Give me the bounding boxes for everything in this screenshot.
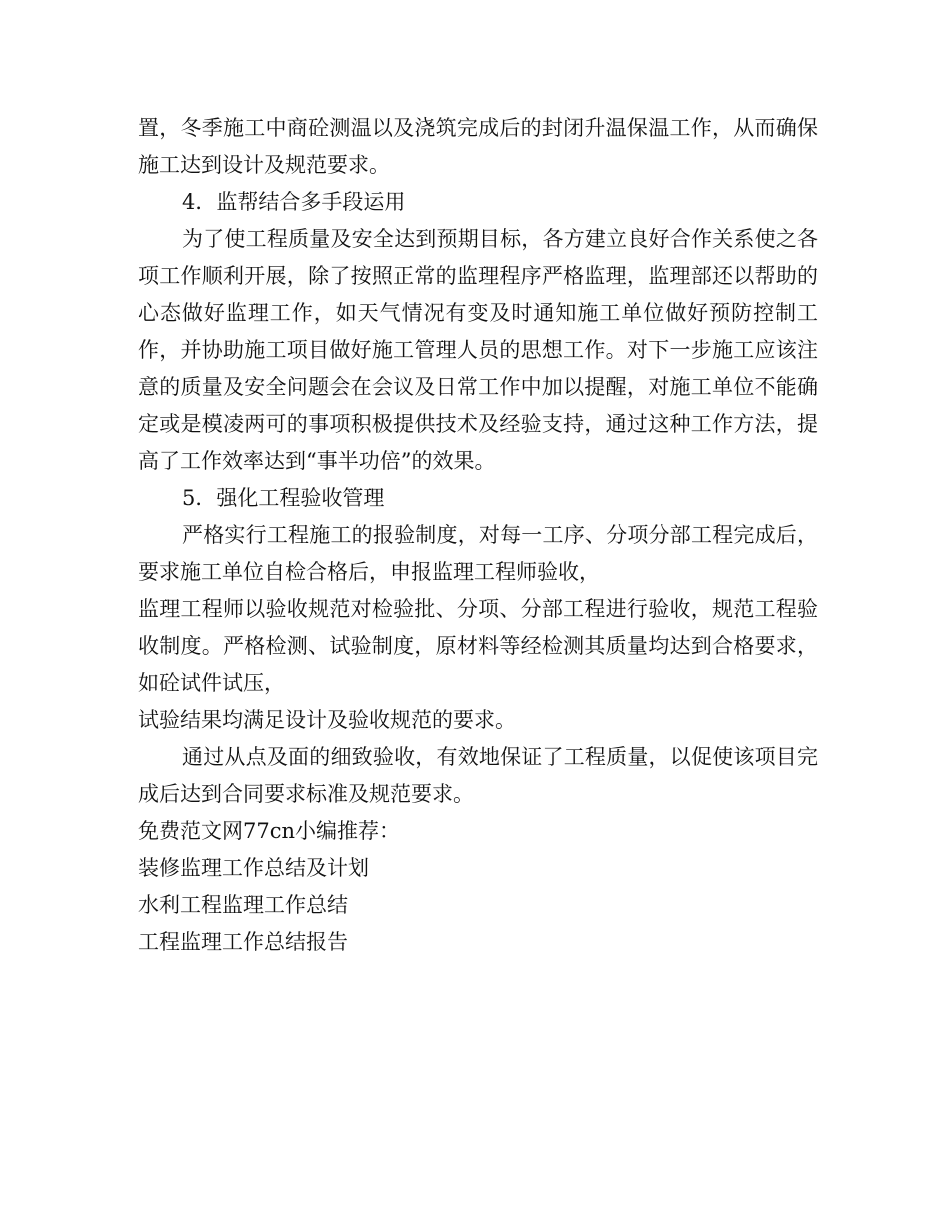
document-body <box>138 110 818 961</box>
recommend-link-2[interactable]: 水利工程监理工作总结 <box>138 893 348 917</box>
section-heading-5: 5．强化工程验收管理 <box>182 486 385 510</box>
section-heading-4: 4．监帮结合多手段运用 <box>182 190 406 214</box>
paragraph-inspection-system: 严格实行工程施工的报验制度，对每一工序、分项分部工程完成后，要求施工单位自检合格后，申报监理工程师验收， <box>138 523 818 584</box>
paragraph-continuation: 置，冬季施工中商砼测温以及浇筑完成后的封闭升温保温工作，从而确保施工达到设计及规范要求。 <box>138 116 818 177</box>
paragraph-supervision-methods: 为了使工程质量及安全达到预期目标，各方建立良好合作关系使之各项工作顺利开展，除了按照正常的监理程序严格监理，监理部还以帮助的心态做好监理工作，如天气情况有变及时通知施工单位做好预防控制工作，并协助施工项目做好施工管理人员的思想工作。对下一步施工应该注意的质量及安全问题会在会议及日常工作中加以提醒，对施工单位不能确定或是模凌两可的事项积极提供技术及经验支持，通过这种工作方法，提高了工作效率达到“事半功倍”的效果。 <box>138 227 818 473</box>
recommend-link-1[interactable]: 装修监理工作总结及计划 <box>138 856 369 880</box>
paragraph-quality-summary: 通过从点及面的细致验收，有效地保证了工程质量，以促使该项目完成后达到合同要求标准及规范要求。 <box>138 745 818 806</box>
paragraph-acceptance-standards: 监理工程师以验收规范对检验批、分项、分部工程进行验收，规范工程验收制度。严格检测、试验制度，原材料等经检测其质量均达到合格要求，如砼试件试压， <box>138 597 818 695</box>
paragraph-test-results: 试验结果均满足设计及验收规范的要求。 <box>138 708 516 732</box>
recommend-heading: 免费范文网77cn小编推荐： <box>138 819 401 843</box>
recommend-link-3[interactable]: 工程监理工作总结报告 <box>138 930 348 954</box>
